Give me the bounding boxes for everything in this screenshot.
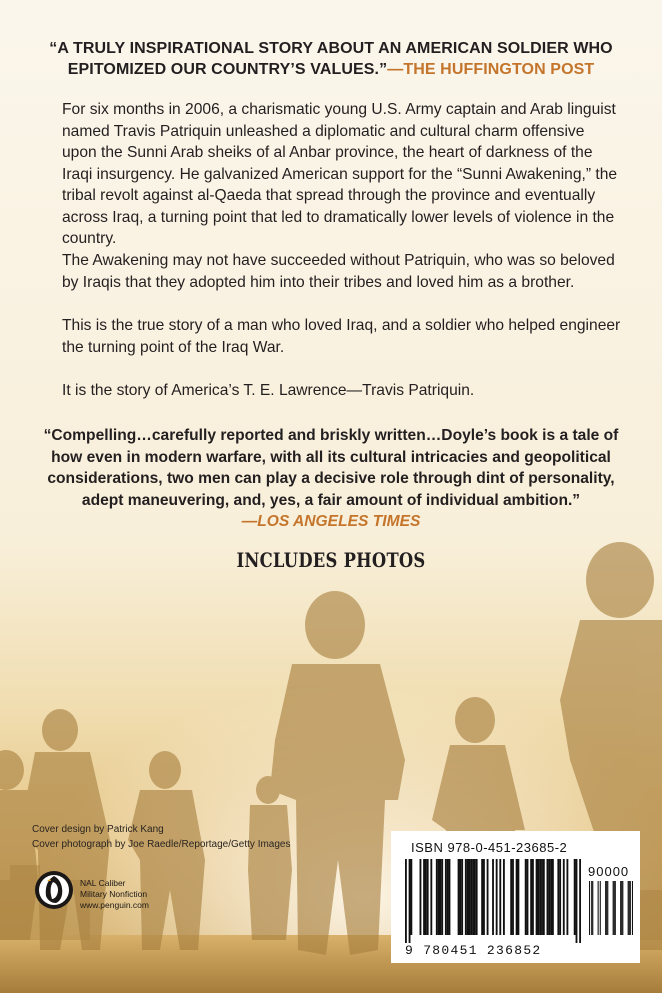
blurb-paragraph-2: The Awakening may not have succeeded without Patriquin, who was so beloved by Iraqis that they adopted him into their tribes and loved him as a brother. <box>62 252 615 291</box>
barcode-bar <box>409 859 411 943</box>
barcode-bar <box>622 881 623 935</box>
barcode-bar <box>621 881 622 935</box>
barcode-bar <box>476 859 478 935</box>
barcode-bar <box>420 859 422 935</box>
penguin-logo-icon <box>34 870 74 910</box>
barcode-bar <box>487 859 489 935</box>
publisher-imprint <box>34 870 149 915</box>
barcode-bar <box>527 859 529 935</box>
barcode-bar <box>470 859 472 935</box>
barcode-bar <box>499 859 501 935</box>
barcode-bar <box>620 881 621 935</box>
barcode-bar <box>592 881 593 935</box>
publisher-line-3: www.penguin.com <box>80 900 149 910</box>
price-code: 90000 <box>588 864 630 879</box>
barcode-bar <box>459 859 461 935</box>
barcode-bar <box>458 859 460 935</box>
barcode-bar <box>536 859 538 935</box>
barcode-bar <box>628 881 629 935</box>
barcode-bar <box>439 859 441 935</box>
barcode-bar <box>503 859 505 935</box>
barcode-bar <box>530 859 532 935</box>
barcode-bar <box>632 881 633 935</box>
barcode-bar <box>576 859 578 943</box>
publisher-line-2: Military Nonfiction <box>80 889 148 899</box>
huffington-post-quote <box>40 38 622 80</box>
barcode-bar <box>496 859 498 935</box>
barcode-bar <box>629 881 630 935</box>
barcode-bar <box>449 859 451 935</box>
barcode-bar <box>441 859 443 935</box>
los-angeles-times-quote <box>40 425 622 533</box>
barcode-bar <box>547 859 549 935</box>
bottom-quote-text: “Compelling…carefully reported and briskly written…Doyle’s book is a tale of how even in modern warfare, with all its cultural intricacies and geopolitical considerations, two men can play a decisive role through dint of personality, adept maneuvering, and, yes, a fair amount of individual ambition.” <box>43 427 619 509</box>
barcode-bar <box>469 859 471 935</box>
barcode-bar <box>532 859 534 935</box>
barcode-bar <box>600 881 601 935</box>
barcode-bar <box>405 859 407 943</box>
barcode-bar <box>483 859 485 935</box>
barcode-bar <box>579 859 581 943</box>
barcode-bar <box>465 859 467 935</box>
top-quote-text: “A TRULY INSPIRATIONAL STORY ABOUT AN AMERICAN SOLDIER WHO EPITOMIZED OUR COUNTRY’S VALUES.” <box>49 40 613 78</box>
barcode-bar <box>574 859 576 935</box>
barcode-bar <box>543 859 545 935</box>
addon-barcode <box>589 881 633 943</box>
cover-photo-credit: Cover photograph by Joe Raedle/Reportage/Getty Images <box>32 839 291 850</box>
barcode-bar <box>548 859 550 935</box>
barcode-bar <box>423 859 425 935</box>
barcode-bar <box>438 859 440 935</box>
barcode-bar <box>563 859 565 935</box>
barcode-bar <box>550 859 552 935</box>
barcode-bar <box>605 881 606 935</box>
barcode-bar <box>566 859 568 935</box>
barcode-bar <box>589 881 590 935</box>
barcode-bar <box>630 881 631 935</box>
barcode-bar <box>467 859 469 935</box>
ean-barcode <box>405 859 581 943</box>
bottom-quote-source: —LOS ANGELES TIMES <box>241 513 421 530</box>
barcode-bar <box>598 881 599 935</box>
barcode-bar <box>614 881 615 935</box>
barcode-bar <box>552 859 554 935</box>
barcode-bar <box>410 859 412 935</box>
barcode-bar <box>472 859 474 935</box>
barcode-bar <box>606 881 607 935</box>
cover-design-credit: Cover design by Patrick Kang <box>32 824 164 835</box>
barcode-bar <box>447 859 449 935</box>
blurb-paragraph-1: For six months in 2006, a charismatic young U.S. Army captain and Arab linguist named Travis Patriquin unleashed a diplomatic and cultural charm offensive upon the Sunni Arab sheiks of al Anbar province, the heart of darkness of the Iraqi insurgency. He galvanized American support for the “Sunni Awakening,” the tribal revolt against al-Qaeda that spread through the province and eventually across Iraq, a turning point that led to dramatically lower levels of violence in the country. <box>62 101 618 247</box>
barcode-bar <box>461 859 463 935</box>
ean-digits: 9 780451 236852 <box>405 943 542 958</box>
cover-credits <box>32 822 291 852</box>
barcode-bar <box>517 859 519 935</box>
barcode-bar <box>557 859 559 935</box>
barcode-bar <box>613 881 614 935</box>
barcode-bar <box>430 859 432 935</box>
barcode-bar <box>445 859 447 935</box>
barcode-bar <box>591 881 592 935</box>
barcode-bar <box>539 859 541 935</box>
barcode-bar <box>481 859 483 935</box>
blurb-paragraph-4: It is the story of America’s T. E. Lawrence—Travis Patriquin. <box>62 382 475 399</box>
includes-photos-label: INCLUDES PHOTOS <box>236 548 426 572</box>
barcode-bar <box>425 859 427 935</box>
barcode-bar <box>474 859 476 935</box>
barcode-bar <box>541 859 543 935</box>
barcode-bar <box>537 859 539 935</box>
blurb-paragraph-3: This is the true story of a man who loved Iraq, and a soldier who helped engineer the turning point of the Iraq War. <box>62 317 621 356</box>
barcode-bar <box>525 859 527 935</box>
top-quote-source: —THE HUFFINGTON POST <box>387 61 595 78</box>
publisher-line-1: NAL Caliber <box>80 878 126 888</box>
barcode-bar <box>510 859 512 935</box>
barcode-bar <box>559 859 561 935</box>
barcode-bar <box>512 859 514 935</box>
barcode-bar <box>607 881 608 935</box>
isbn-text: ISBN 978-0-451-23685-2 <box>411 840 568 855</box>
barcode-bar <box>492 859 494 935</box>
barcode-bar <box>615 881 616 935</box>
publisher-text <box>80 878 200 911</box>
barcode-bar <box>427 859 429 935</box>
barcode-bar <box>516 859 518 935</box>
barcode-bar <box>436 859 438 935</box>
barcode-block <box>391 831 640 963</box>
